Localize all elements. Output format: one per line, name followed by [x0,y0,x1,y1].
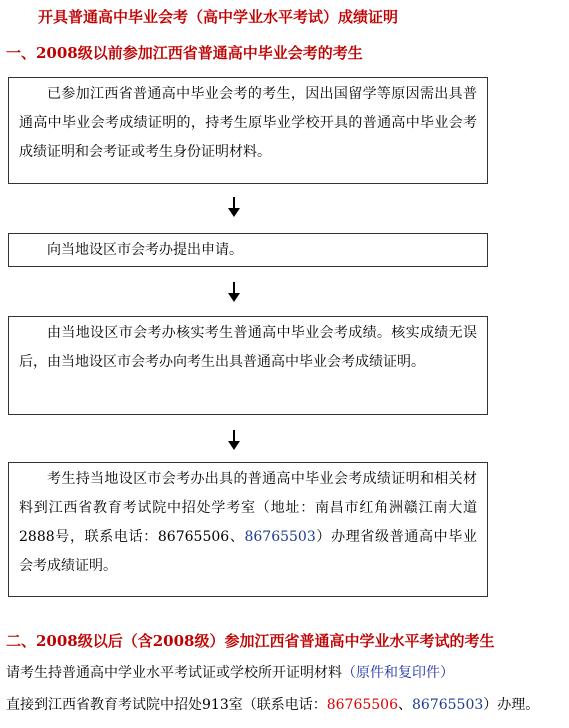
flow-step-3 [8,316,488,415]
phone-separator: 、 [398,697,412,713]
section-2-line-2-text: 直接到江西省教育考试院中招处913室（联系电话： [6,697,327,713]
flow-step-1 [8,77,488,184]
flow-step-2-text: 向当地设区市会考办提出申请。 [47,242,243,258]
flow-step-4 [8,462,488,597]
phone-number-2: 86765503 [412,697,484,713]
down-arrow-icon [227,429,241,451]
flow-step-4-text-a: 考生持当地设区市会考办出具的普通高中毕业会考成绩证明和相关材料到江西省教育考试院中招处学考室（地址：南昌市红角洲赣江南大道2888号，联系电话：86765506、 [19,471,477,545]
materials-note: （原件和复印件） [342,665,454,681]
flow-step-2 [8,233,488,267]
section-2-line-1-text: 请考生持普通高中学业水平考试证或学校所开证明材料 [6,665,342,681]
flow-step-4-text [19,465,477,581]
flow-step-1-text: 已参加江西省普通高中毕业会考的考生，因出国留学等原因需出具普通高中毕业会考成绩证明的，持考生原毕业学校开具的普通高中毕业会考成绩证明和会考证或考生身份证明材料。 [19,86,477,160]
section-2-heading: 二、2008级以后（含2008级）参加江西省普通高中学业水平考试的考生 [6,632,495,650]
section-2-line-2-end: ）办理。 [483,697,540,713]
down-arrow-icon [227,196,241,218]
section-1-heading: 一、2008级以前参加江西省普通高中毕业会考的考生 [6,44,363,62]
phone-number-1: 86765506 [326,697,398,713]
phone-number-2: 86765503 [244,529,316,545]
page-title: 开具普通高中毕业会考（高中学业水平考试）成绩证明 [38,8,399,26]
section-2-line-2 [6,694,539,714]
down-arrow-icon [227,281,241,303]
section-2-line-1 [6,662,454,682]
flow-step-3-text: 由当地设区市会考办核实考生普通高中毕业会考成绩。核实成绩无误后，由当地设区市会考办向考生出具普通高中毕业会考成绩证明。 [19,325,477,370]
flow-step-4-text-b: ）办理省级普通高中毕业会考成绩证明。 [19,529,478,574]
